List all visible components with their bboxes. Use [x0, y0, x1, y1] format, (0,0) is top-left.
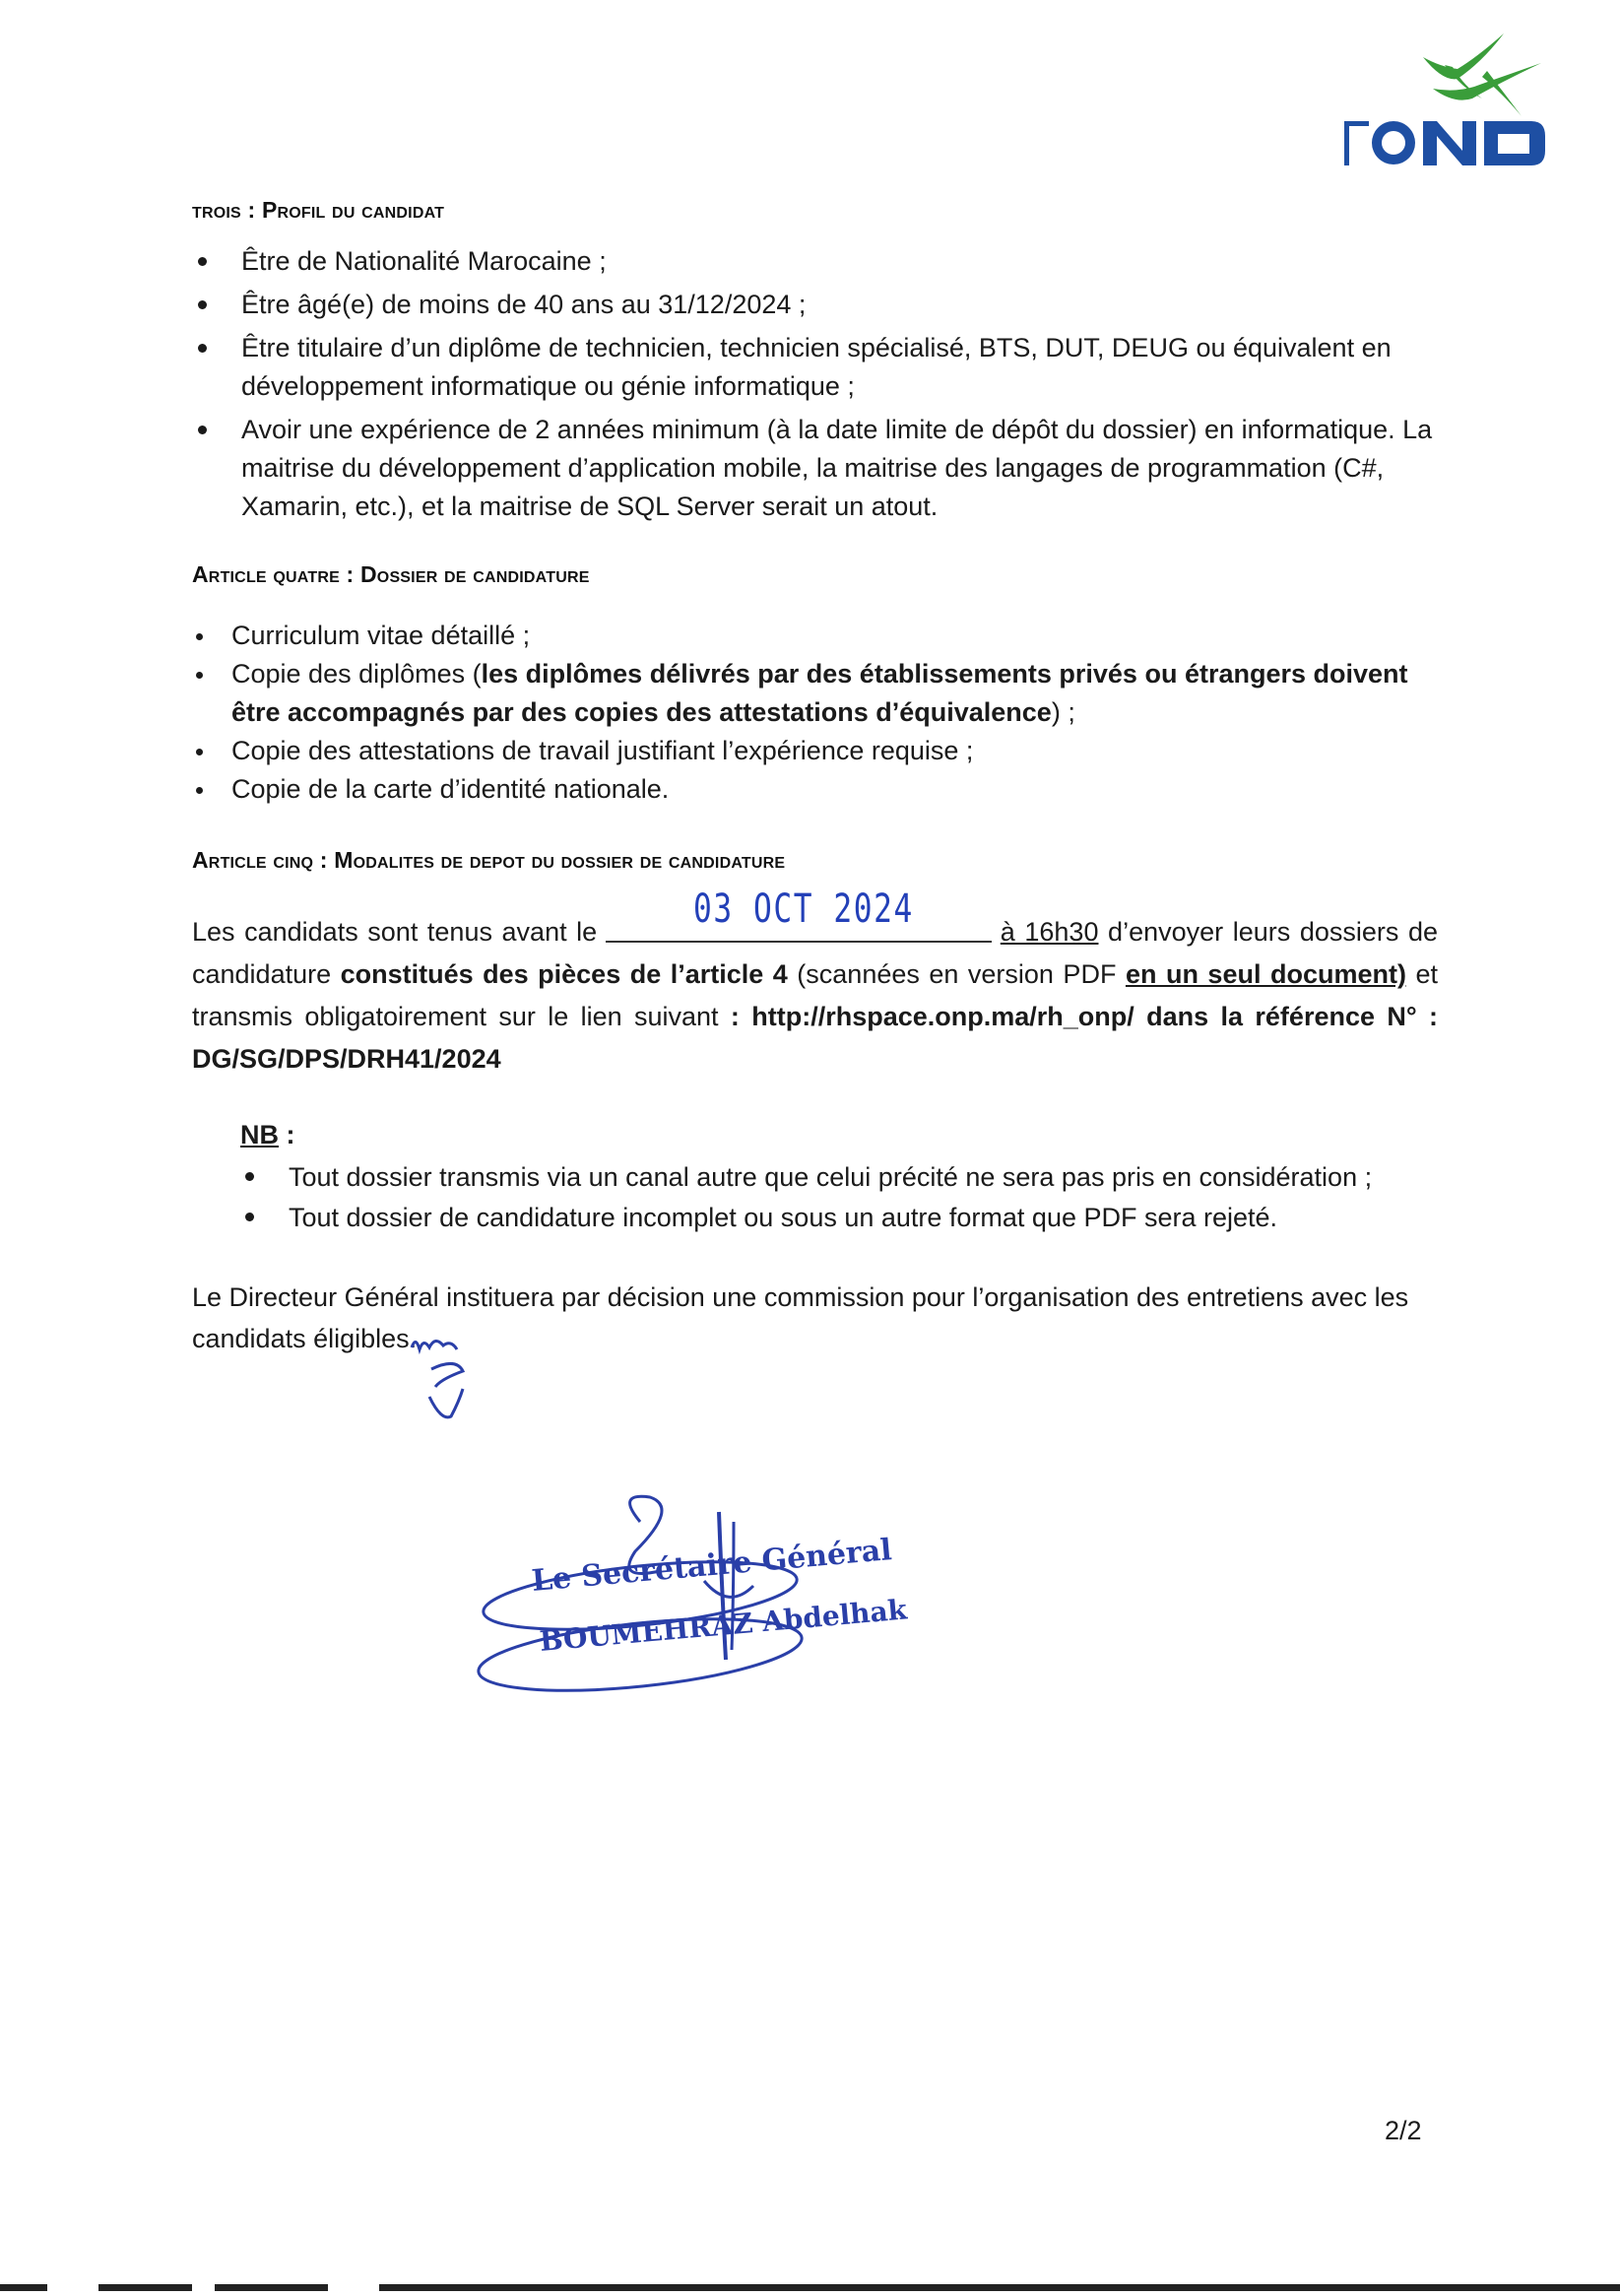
list-item: Curriculum vitae détaillé ;	[231, 617, 1438, 655]
onp-seagull-logo-icon	[1334, 28, 1556, 177]
signature-name: BOUMEHRAZ Abdelhak	[538, 1593, 909, 1658]
section-heading-profil	[192, 197, 444, 224]
list-item: Tout dossier transmis via un canal autre que celui précité ne sera pas pris en considération ;	[289, 1157, 1441, 1198]
profil-list-block	[241, 242, 1433, 526]
list-item: Copie des attestations de travail justifiant l’expérience requise ;	[231, 732, 1438, 770]
list-item: Avoir une expérience de 2 années minimum (à la date limite de dépôt du dossier) en informatique. La maitrise du développement d’application mobile, la maitrise des langages de programmation (C#, Xamarin, etc.), et la maitrise de SQL Server serait un atout.	[241, 411, 1433, 526]
nb-list	[289, 1157, 1441, 1238]
heading-prefix: Article cinq :	[192, 847, 335, 873]
heading-title: Profil du candidat	[261, 197, 445, 223]
heading-prefix: Article quatre :	[192, 561, 360, 587]
dossier-list	[231, 617, 1438, 809]
closing-paragraph: Le Directeur Général instituera par décision une commission pour l’organisation des entretiens avec les candidats éligibles.	[192, 1282, 1409, 1353]
section-heading-modalites	[192, 847, 785, 874]
scan-edge-marks	[0, 2278, 1620, 2288]
onp-logo	[1334, 28, 1556, 177]
dossier-list-block	[231, 617, 1438, 809]
date-stamp: 03 OCT 2024	[693, 886, 914, 932]
section-heading-dossier	[192, 561, 590, 588]
heading-title: Modalites de depot du dossier de candidature	[334, 847, 786, 873]
list-item: Tout dossier de candidature incomplet ou sous un autre format que PDF sera rejeté.	[289, 1198, 1441, 1238]
list-item: Être âgé(e) de moins de 40 ans au 31/12/2024 ;	[241, 286, 1433, 324]
nb-label: NB :	[240, 1120, 295, 1149]
nb-list-block	[289, 1157, 1441, 1238]
list-item: Copie de la carte d’identité nationale.	[231, 770, 1438, 809]
handwritten-initials	[402, 1328, 481, 1431]
profil-list	[241, 242, 1433, 526]
signature-title: Le Secrétaire Général	[530, 1533, 893, 1599]
heading-title: Dossier de candidature	[359, 561, 590, 587]
page-number: 2/2	[1385, 2116, 1422, 2145]
list-item: Copie des diplômes (les diplômes délivrés par des établissements privés ou étrangers doivent être accompagnés par des copies des attestations d’équivalence) ;	[231, 655, 1438, 732]
list-item: Être titulaire d’un diplôme de technicien, technicien spécialisé, BTS, DUT, DEUG ou équivalent en développement informatique ou génie informatique ;	[241, 329, 1433, 406]
modalites-paragraph: Les candidats sont tenus avant le à 16h30 d’envoyer leurs dossiers de candidature constitués des pièces de l’article 4 (scannées en version PDF en un seul document) et transmis obligatoirement sur le lien suivant : http://rhspace.onp.ma/rh_onp/ dans la référence N° : DG/SG/DPS/DRH41/2024	[192, 917, 1439, 1074]
heading-prefix: trois :	[192, 197, 262, 223]
list-item: Être de Nationalité Marocaine ;	[241, 242, 1433, 281]
